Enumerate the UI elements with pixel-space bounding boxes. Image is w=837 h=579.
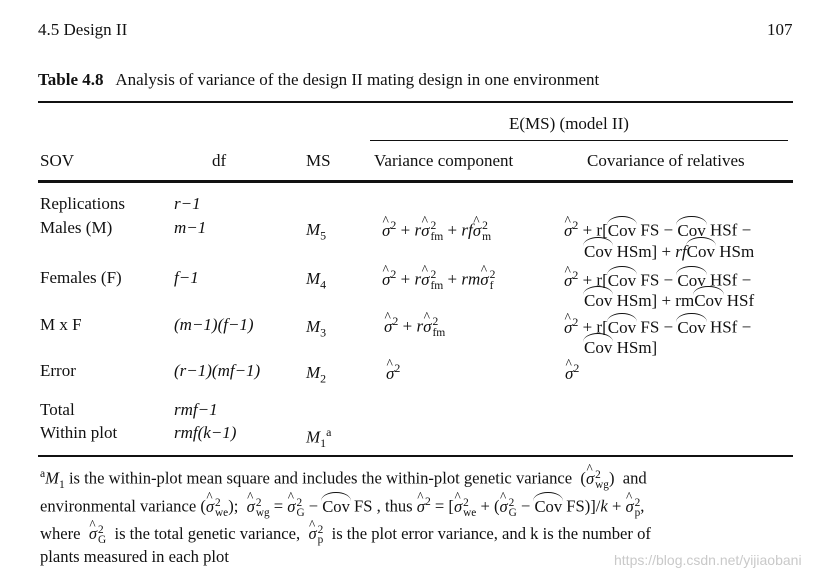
table-title: Analysis of variance of the design II mating design in one environment bbox=[115, 70, 600, 89]
row-df-within-plot: rmf(k−1) bbox=[174, 423, 237, 442]
col-header-covariance: Covariance of relatives bbox=[587, 151, 745, 170]
row-df-males: m−1 bbox=[174, 218, 207, 237]
row-covariance-females-line2: Cov HSm] + rmCov HSf bbox=[584, 291, 755, 310]
footnote-marker: a bbox=[40, 467, 46, 480]
row-ms-within-plot: $M_1^a$ bbox=[306, 425, 332, 451]
row-sov-total: Total bbox=[40, 400, 75, 419]
row-df-total: rmf−1 bbox=[174, 400, 218, 419]
row-covariance-error: ^ $\sigma^2$ bbox=[565, 361, 579, 384]
row-covariance-males-line2: Cov HSm] + rfCov HSm bbox=[584, 242, 755, 261]
row-ms-mxf: $M_3$ bbox=[306, 317, 327, 340]
table-bottom-rule bbox=[38, 455, 793, 457]
row-sov-females: Females (F) bbox=[40, 268, 122, 287]
footnote-line-1: $^aM_1$ is the within-plot mean square and includes the within-plot genetic variance (^ σ 2 wg ) and bbox=[40, 467, 647, 491]
table-top-rule bbox=[38, 101, 793, 103]
watermark-url: https://blog.csdn.net/yijiaobani bbox=[614, 552, 802, 568]
col-header-ms: MS bbox=[306, 151, 331, 170]
section-heading: 4.5 Design II bbox=[38, 20, 128, 39]
table-caption bbox=[38, 70, 599, 90]
row-ms-females: $M_4$ bbox=[306, 269, 327, 292]
row-variance-males: ^ $\sigma^2$ + r^ σ 2 fm + rf^ σ 2 m bbox=[382, 218, 491, 242]
group-header-rule bbox=[370, 140, 788, 141]
row-sov-replications: Replications bbox=[40, 194, 125, 213]
row-ms-error: $M_2$ bbox=[306, 363, 327, 386]
row-ms-males: $M_5$ bbox=[306, 220, 327, 243]
row-df-females: f−1 bbox=[174, 268, 199, 287]
row-variance-mxf: ^ $\sigma^2$ + r^ σ 2 fm bbox=[384, 314, 445, 338]
row-covariance-mxf-line1: ^ $\sigma^2 + r[Cov$ FS − Cov HSf − bbox=[564, 315, 751, 338]
table-label: Table 4.8 bbox=[38, 70, 104, 89]
footnote-line-2: environmental variance (^ σ 2 we ); ^ σ 2 wg = ^ σ 2 G − Cov FS , thus ^ $\sigma^2$ = [^ σ 2 we + (^ σ 2 G − Cov FS)]/k + ^ σ 2 p , bbox=[40, 495, 644, 518]
row-df-mxf: (m−1)(f−1) bbox=[174, 315, 254, 334]
row-sov-mxf: M x F bbox=[40, 315, 82, 334]
group-header-emms: E(MS) (model II) bbox=[509, 114, 629, 133]
row-df-replications: r−1 bbox=[174, 194, 201, 213]
row-covariance-mxf-line2: Cov HSm] bbox=[584, 338, 658, 357]
row-covariance-males-line1: ^ $\sigma^2 + r[Cov$ FS − Cov HSf − bbox=[564, 218, 751, 241]
footnote-line-4: plants measured in each plot bbox=[40, 547, 229, 566]
footnote-line-3: where ^ σ 2 G is the total genetic variance, ^ σ 2 p is the plot error variance, and k is the number of bbox=[40, 524, 651, 545]
col-header-df: df bbox=[212, 151, 227, 170]
row-variance-females: ^ $\sigma^2$ + r^ σ 2 fm + rm^ σ 2 f bbox=[382, 267, 495, 291]
page-number: 107 bbox=[767, 20, 793, 39]
row-covariance-females-line1: ^ $\sigma^2 + r[Cov$ FS − Cov HSf − bbox=[564, 268, 751, 291]
header-bottom-rule bbox=[38, 180, 793, 183]
row-sov-within-plot: Within plot bbox=[40, 423, 118, 442]
col-header-variance: Variance component bbox=[374, 151, 514, 170]
col-header-sov: SOV bbox=[40, 151, 75, 170]
row-df-error: (r−1)(mf−1) bbox=[174, 361, 261, 380]
row-sov-error: Error bbox=[40, 361, 76, 380]
row-sov-males: Males (M) bbox=[40, 218, 113, 237]
row-variance-error: ^ $\sigma^2$ bbox=[386, 361, 400, 384]
